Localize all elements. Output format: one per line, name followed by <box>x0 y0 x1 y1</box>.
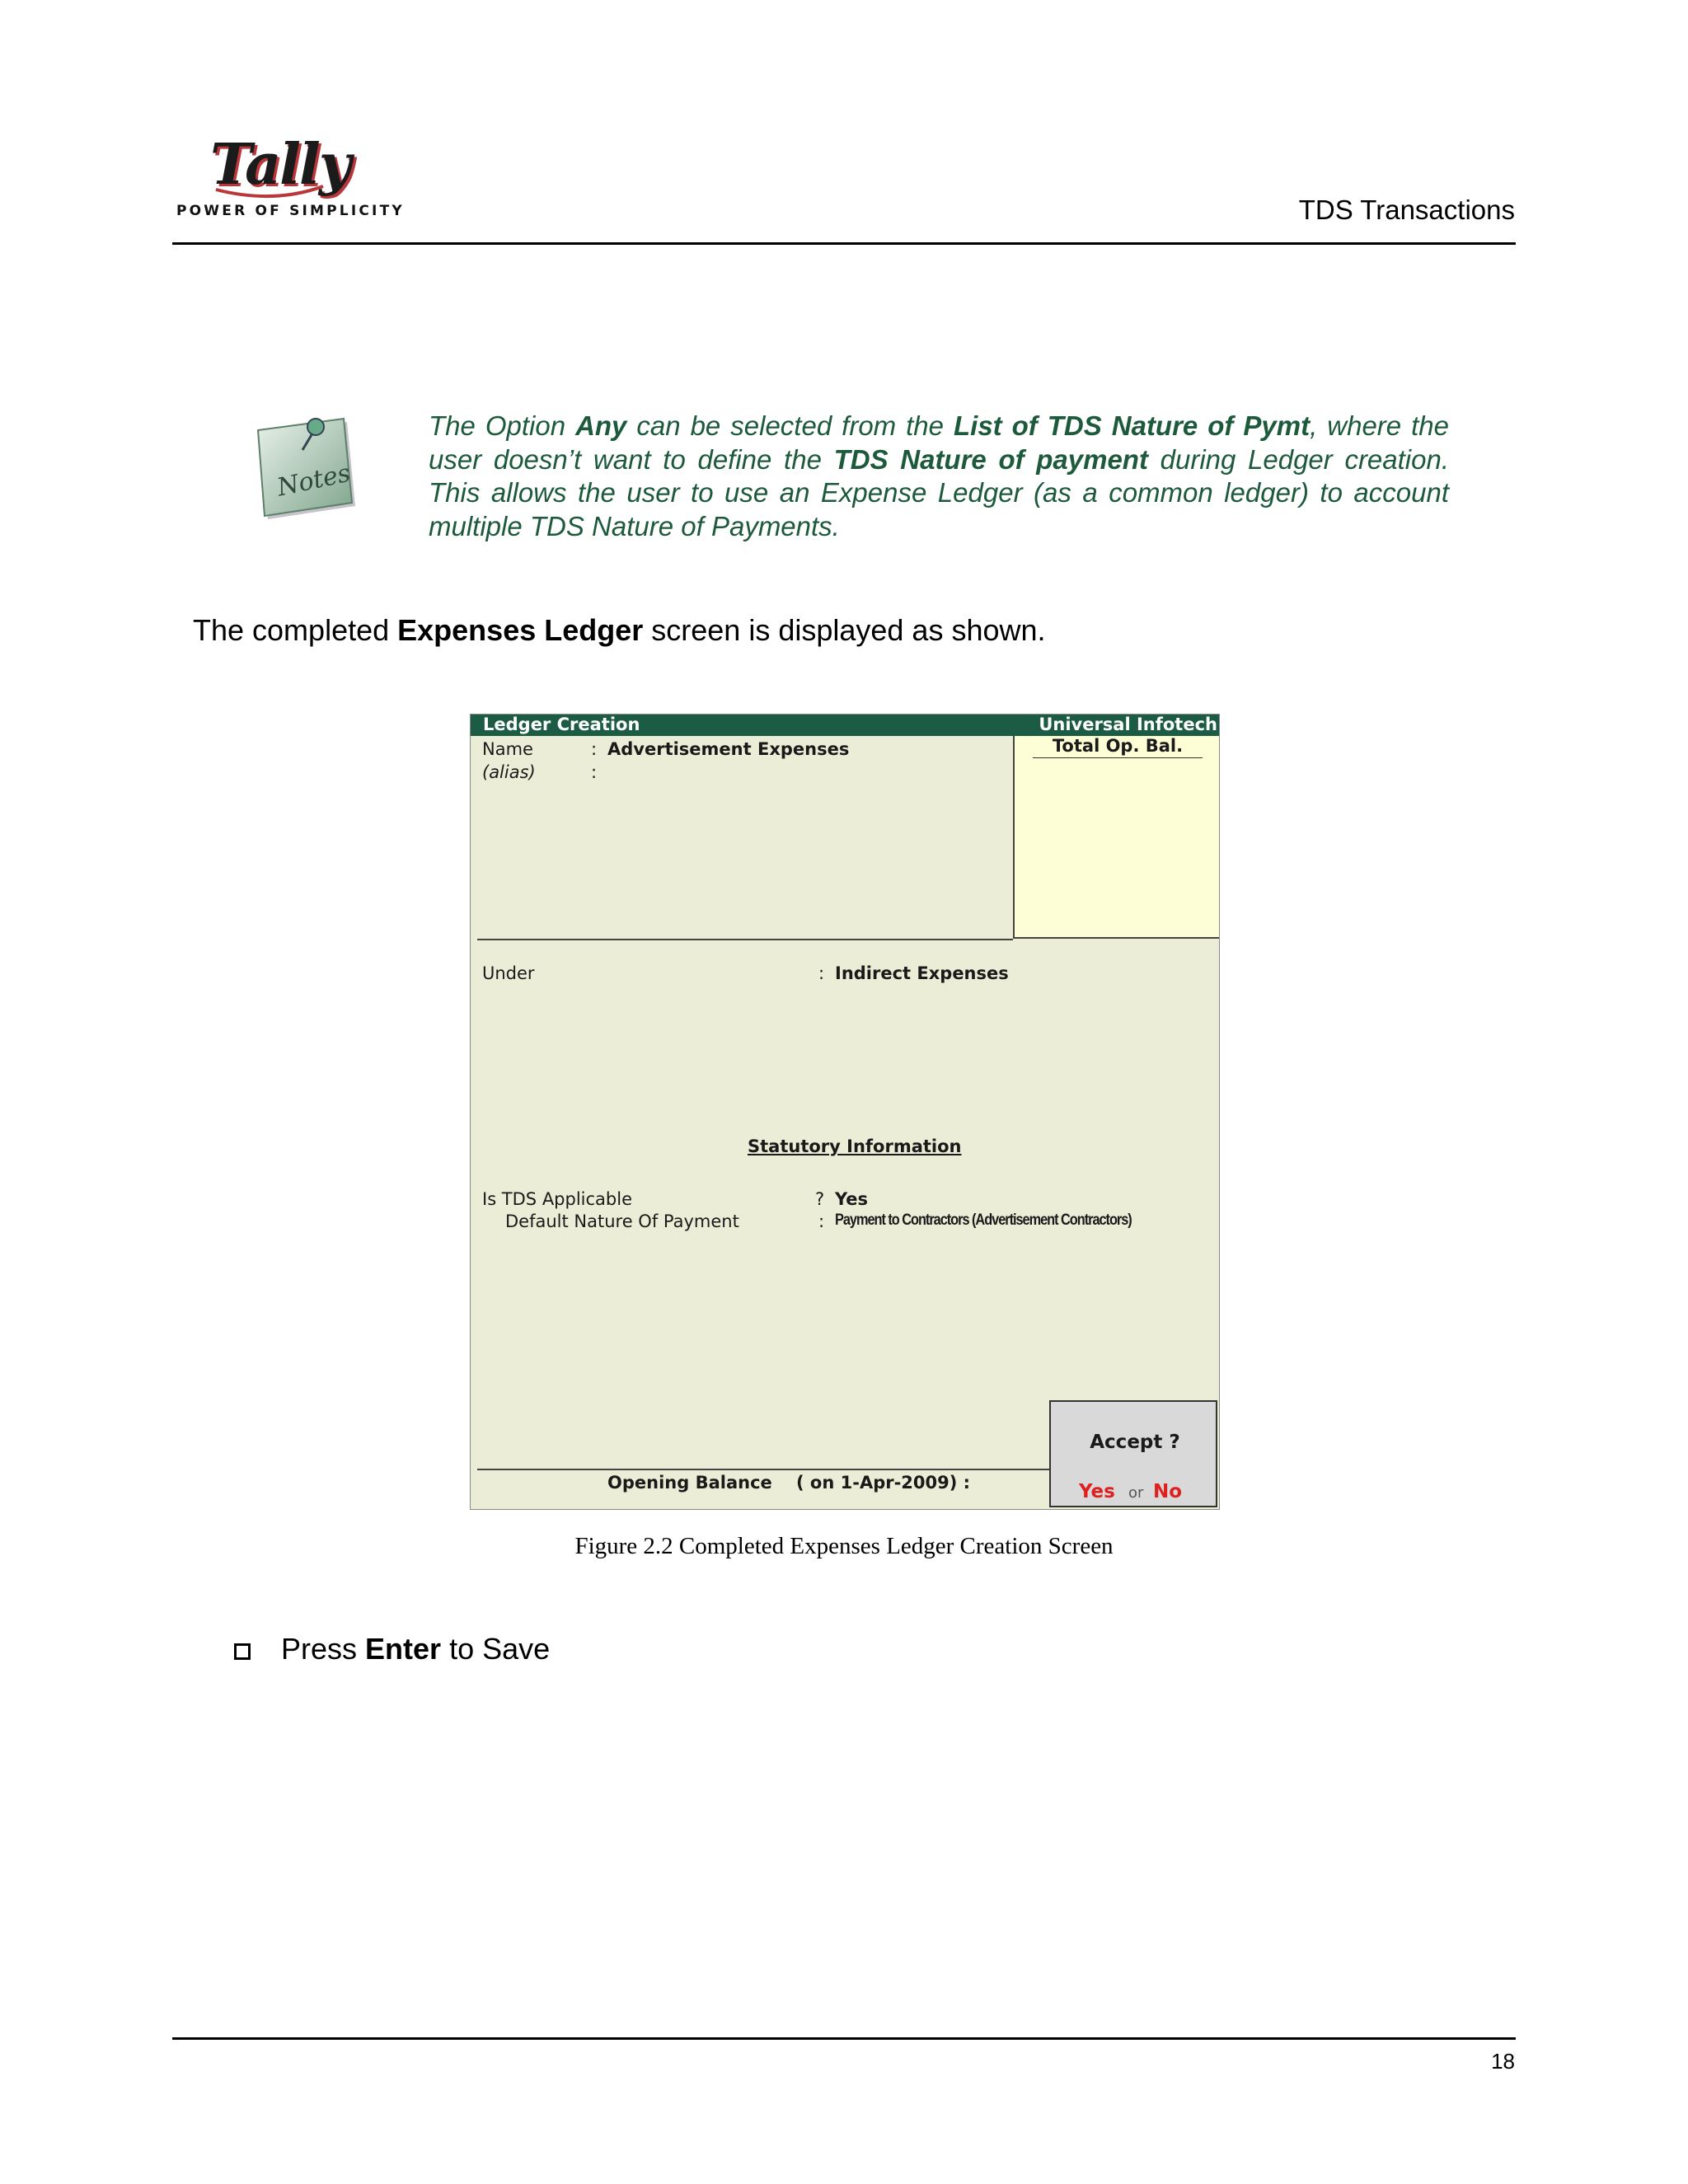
screen-title: Ledger Creation <box>483 715 640 734</box>
intro-paragraph: The completed Expenses Ledger screen is displayed as shown. <box>193 613 1046 647</box>
section-divider <box>477 939 1013 940</box>
page-number: 18 <box>1491 2049 1515 2074</box>
accept-prompt: Accept ? <box>1090 1432 1180 1453</box>
header-rule <box>172 242 1516 245</box>
bullet-square-icon <box>234 1643 251 1660</box>
section-title: TDS Transactions <box>1298 194 1515 225</box>
company-name: Universal Infotech <box>1039 715 1217 734</box>
logo-tagline: POWER OF SIMPLICITY <box>176 203 405 219</box>
accept-yes-button[interactable]: Yes <box>1079 1481 1115 1502</box>
note-text: The Option Any can be selected from the List of TDS Nature of Pymt, where the user doesn’t want to define the TDS Nature of payment during Ledger creation. This allows the user to use an Expense Ledger (as a common ledger) to account multiple TDS Nature of Payments. <box>429 410 1450 541</box>
accept-dialog <box>1049 1400 1217 1507</box>
opening-balance-label: Opening Balance ( on 1-Apr-2009) : <box>607 1473 971 1493</box>
tally-logo-word: Tally <box>210 132 350 198</box>
bottom-divider <box>477 1469 1107 1470</box>
under-separator: : <box>818 963 825 983</box>
statutory-information-heading: Statutory Information <box>748 1137 962 1156</box>
total-op-bal-panel <box>1013 736 1220 939</box>
figure-caption: Figure 2.2 Completed Expenses Ledger Creation Screen <box>574 1533 1114 1559</box>
name-field[interactable]: Advertisement Expenses <box>607 739 850 759</box>
footer-rule <box>172 2037 1516 2040</box>
total-op-bal-label: Total Op. Bal. <box>1033 736 1203 758</box>
accept-no-button[interactable]: No <box>1153 1481 1183 1502</box>
tds-applicable-label: Is TDS Applicable <box>482 1189 633 1209</box>
notes-icon <box>251 412 359 527</box>
under-field[interactable]: Indirect Expenses <box>835 963 1009 983</box>
ledger-creation-screen <box>470 714 1220 1510</box>
svg-text:Notes: Notes <box>274 458 354 503</box>
step-instruction: Press Enter to Save <box>281 1632 551 1666</box>
alias-label: (alias) <box>482 762 536 782</box>
name-label: Name <box>482 739 533 759</box>
under-label: Under <box>482 963 535 983</box>
alias-separator: : <box>591 762 598 782</box>
nature-of-payment-field[interactable]: Payment to Contractors (Advertisement Contractors) <box>835 1212 1132 1229</box>
title-bar <box>471 715 1219 736</box>
nature-of-payment-separator: : <box>818 1212 825 1231</box>
tds-applicable-separator: ? <box>815 1189 825 1209</box>
tds-applicable-field[interactable]: Yes <box>835 1189 869 1209</box>
accept-or-text: or <box>1128 1484 1144 1502</box>
nature-of-payment-label: Default Nature Of Payment <box>505 1212 739 1231</box>
name-separator: : <box>591 739 598 759</box>
